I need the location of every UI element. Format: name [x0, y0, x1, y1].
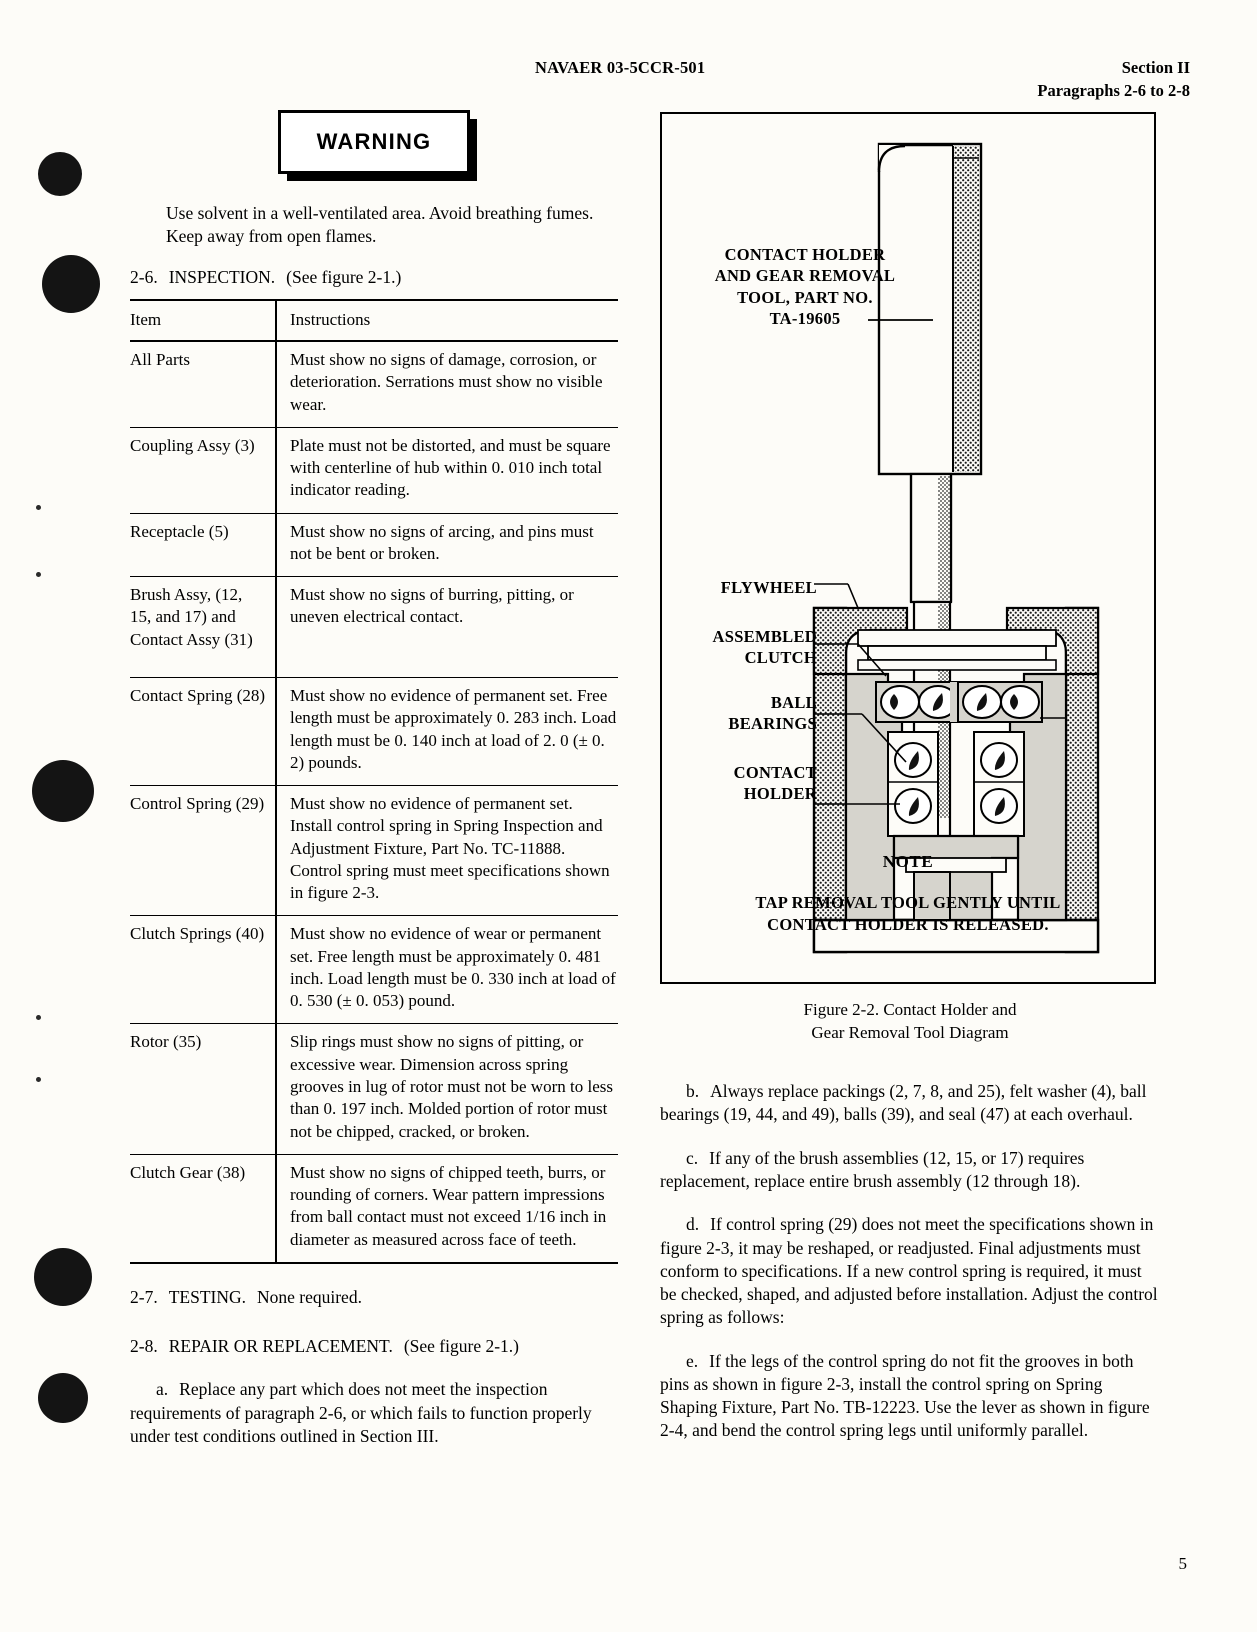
testing-body: None required.: [256, 1286, 362, 1307]
page-number: 5: [1178, 1554, 1187, 1573]
callout-tool-part: [680, 244, 930, 330]
inspection-heading: [130, 266, 618, 289]
row-item: Coupling Assy (3): [130, 427, 276, 513]
table-row: [130, 677, 618, 785]
callout-flywheel: [672, 577, 817, 598]
repair-title: REPAIR OR REPLACEMENT.: [168, 1336, 393, 1357]
row-item: Control Spring (29): [130, 786, 276, 916]
binder-hole: [34, 1248, 92, 1306]
row-instructions: Must show no signs of burring, pitting, or uneven electrical contact.: [276, 577, 618, 678]
repair-ref: (See figure 2-1.): [403, 1336, 519, 1357]
figure-caption: [660, 998, 1160, 1044]
figure-note-title: NOTE: [882, 852, 934, 871]
warning-label: WARNING: [316, 129, 432, 154]
row-item: Clutch Springs (40): [130, 916, 276, 1024]
row-item: Receptacle (5): [130, 513, 276, 577]
row-item: Contact Spring (28): [130, 677, 276, 785]
row-instructions: Must show no evidence of permanent set. Install control spring in Spring Inspection and Adjustment Fixture, Part No. TC-11888. Control spring must meet specifications shown in figure 2-3.: [276, 786, 618, 916]
figure-note-line1: TAP REMOVAL TOOL GENTLY UNTIL: [755, 893, 1061, 912]
testing-number: 2-7.: [130, 1286, 158, 1307]
scan-speck: [36, 505, 41, 510]
repair-item-text: If the legs of the control spring do not fit the grooves in both pins as shown in figure 2-3, install the control spring on Spring Shaping Fixture, Part No. TB-12223. Use the lever as shown in figure 2-4, and bend the control spring legs until uniformly parallel.: [660, 1350, 1150, 1441]
repair-heading: [130, 1335, 618, 1358]
binder-hole: [38, 152, 82, 196]
table-row: [130, 341, 618, 427]
callout-assembled-clutch-line1: ASSEMBLED: [712, 627, 817, 646]
scan-speck: [36, 1015, 41, 1020]
repair-item-text: Replace any part which does not meet the inspection requirements of paragraph 2-6, or which fails to function properly under test conditions outlined in Section III.: [130, 1379, 592, 1446]
repair-number: 2-8.: [130, 1336, 158, 1357]
binder-hole: [42, 255, 100, 313]
table-row: [130, 1154, 618, 1263]
callout-contact-holder-line2: HOLDER: [743, 784, 817, 804]
testing-heading: [130, 1286, 618, 1309]
row-instructions: Must show no signs of damage, corrosion, or deterioration. Serrations must show no visible wear.: [276, 341, 618, 427]
callout-contact-holder-line1: CONTACT: [733, 763, 817, 782]
repair-item-a: [130, 1378, 618, 1448]
callout-tool-line4: TA-19605: [769, 309, 841, 329]
repair-item-letter: d.: [686, 1214, 700, 1235]
row-instructions: Must show no signs of chipped teeth, burrs, or rounding of corners. Wear pattern impressions from ball contact must not exceed 1/16 inch in diameter as measured across face of teeth.: [276, 1154, 618, 1263]
figure-caption-line1: Figure 2-2. Contact Holder and: [803, 1000, 1017, 1019]
binder-hole: [38, 1373, 88, 1423]
row-item: All Parts: [130, 341, 276, 427]
callout-flywheel-label: FLYWHEEL: [720, 578, 817, 597]
scan-speck: [36, 1077, 41, 1082]
inspection-heading-number: 2-6.: [130, 266, 158, 287]
table-row: [130, 577, 618, 678]
callout-assembled-clutch-line2: CLUTCH: [744, 648, 817, 668]
right-column: [660, 112, 1160, 1443]
section-label: Section II: [1121, 58, 1190, 77]
row-instructions: Must show no evidence of wear or permanent set. Free length must be approximately 0. 481 inch. Load length must be 0. 330 inch at load of 0. 530 (± 0. 053) pound.: [276, 916, 618, 1024]
paragraph-range-label: Paragraphs 2-6 to 2-8: [1037, 81, 1190, 101]
figure-caption-line2: Gear Removal Tool Diagram: [811, 1023, 1009, 1043]
repair-item-letter: b.: [686, 1081, 700, 1102]
figure-note-body: [662, 892, 1154, 937]
row-item: Rotor (35): [130, 1024, 276, 1154]
repair-item-e: [660, 1350, 1160, 1443]
repair-item-text: Always replace packings (2, 7, 8, and 25), felt washer (4), ball bearings (19, 44, and 49), balls (39), and seal (47) at each overhaul.: [660, 1081, 1147, 1125]
row-item: Clutch Gear (38): [130, 1154, 276, 1263]
callout-tool-line3: TOOL, PART NO.: [737, 287, 873, 307]
callout-ball-bearings: [672, 692, 817, 735]
repair-item-d: [660, 1213, 1160, 1329]
warning-banner-box: [278, 110, 470, 174]
repair-item-letter: a.: [156, 1379, 169, 1400]
repair-item-letter: c.: [686, 1147, 699, 1168]
testing-title: TESTING.: [168, 1286, 246, 1307]
inspection-heading-ref: (See figure 2-1.): [286, 266, 402, 287]
document-number: NAVAER 03-5CCR-501: [535, 58, 706, 77]
column-header-item: Item: [130, 300, 276, 341]
repair-item-text: If control spring (29) does not meet the specifications shown in figure 2-3, it may be reshaped, or readjusted. Final adjustments must conform to specifications. If a new control spring is required, it must be checked, shaped, and adjusted before installation. Adjust the control spring as follows:: [660, 1214, 1158, 1328]
callout-ball-bearings-line1: BALL: [770, 693, 817, 712]
inspection-heading-title: INSPECTION.: [168, 266, 276, 287]
table-header-row: [130, 300, 618, 341]
figure-note-line2: CONTACT HOLDER IS RELEASED.: [767, 915, 1049, 935]
callout-contact-holder: [672, 762, 817, 805]
row-instructions: Must show no evidence of permanent set. Free length must be approximately 0. 283 inch. Load length must be 0. 140 inch at load of 2. 0 (± 0. 2) pounds.: [276, 677, 618, 785]
header-section-block: [1037, 56, 1190, 103]
scan-speck: [36, 572, 41, 577]
repair-item-text: If any of the brush assemblies (12, 15, or 17) requires replacement, replace entire brush assembly (12 through 18).: [660, 1147, 1085, 1192]
left-column: [130, 110, 618, 1465]
callout-ball-bearings-line2: BEARINGS: [728, 714, 817, 734]
inspection-table: [130, 299, 618, 1264]
callout-assembled-clutch: [672, 626, 817, 669]
binder-hole: [32, 760, 94, 822]
figure-2-2-frame: [660, 112, 1156, 984]
table-row: [130, 916, 618, 1024]
row-instructions: Must show no signs of arcing, and pins must not be bent or broken.: [276, 513, 618, 577]
table-row: [130, 513, 618, 577]
repair-item-c: [660, 1147, 1160, 1194]
table-row: [130, 427, 618, 513]
row-instructions: Slip rings must show no signs of pitting, or excessive wear. Dimension across spring grooves in lug of rotor must not be worn to less than 0. 197 inch. Molded portion of rotor must not be chipped, cracked, or broken.: [276, 1024, 618, 1154]
row-instructions: Plate must not be distorted, and must be square with centerline of hub within 0. 010 inch total indicator reading.: [276, 427, 618, 513]
table-row: [130, 786, 618, 916]
callout-tool-line1: CONTACT HOLDER: [724, 245, 886, 264]
column-header-instructions: Instructions: [276, 300, 618, 341]
repair-item-b: [660, 1080, 1160, 1127]
warning-banner: [278, 110, 468, 172]
warning-text: Use solvent in a well-ventilated area. Avoid breathing fumes. Keep away from open flames.: [166, 203, 594, 247]
callout-tool-line2: AND GEAR REMOVAL: [714, 266, 896, 286]
table-row: [130, 1024, 618, 1154]
repair-item-letter: e.: [686, 1350, 699, 1371]
row-item: Brush Assy, (12, 15, and 17) and Contact Assy (31): [130, 577, 276, 678]
